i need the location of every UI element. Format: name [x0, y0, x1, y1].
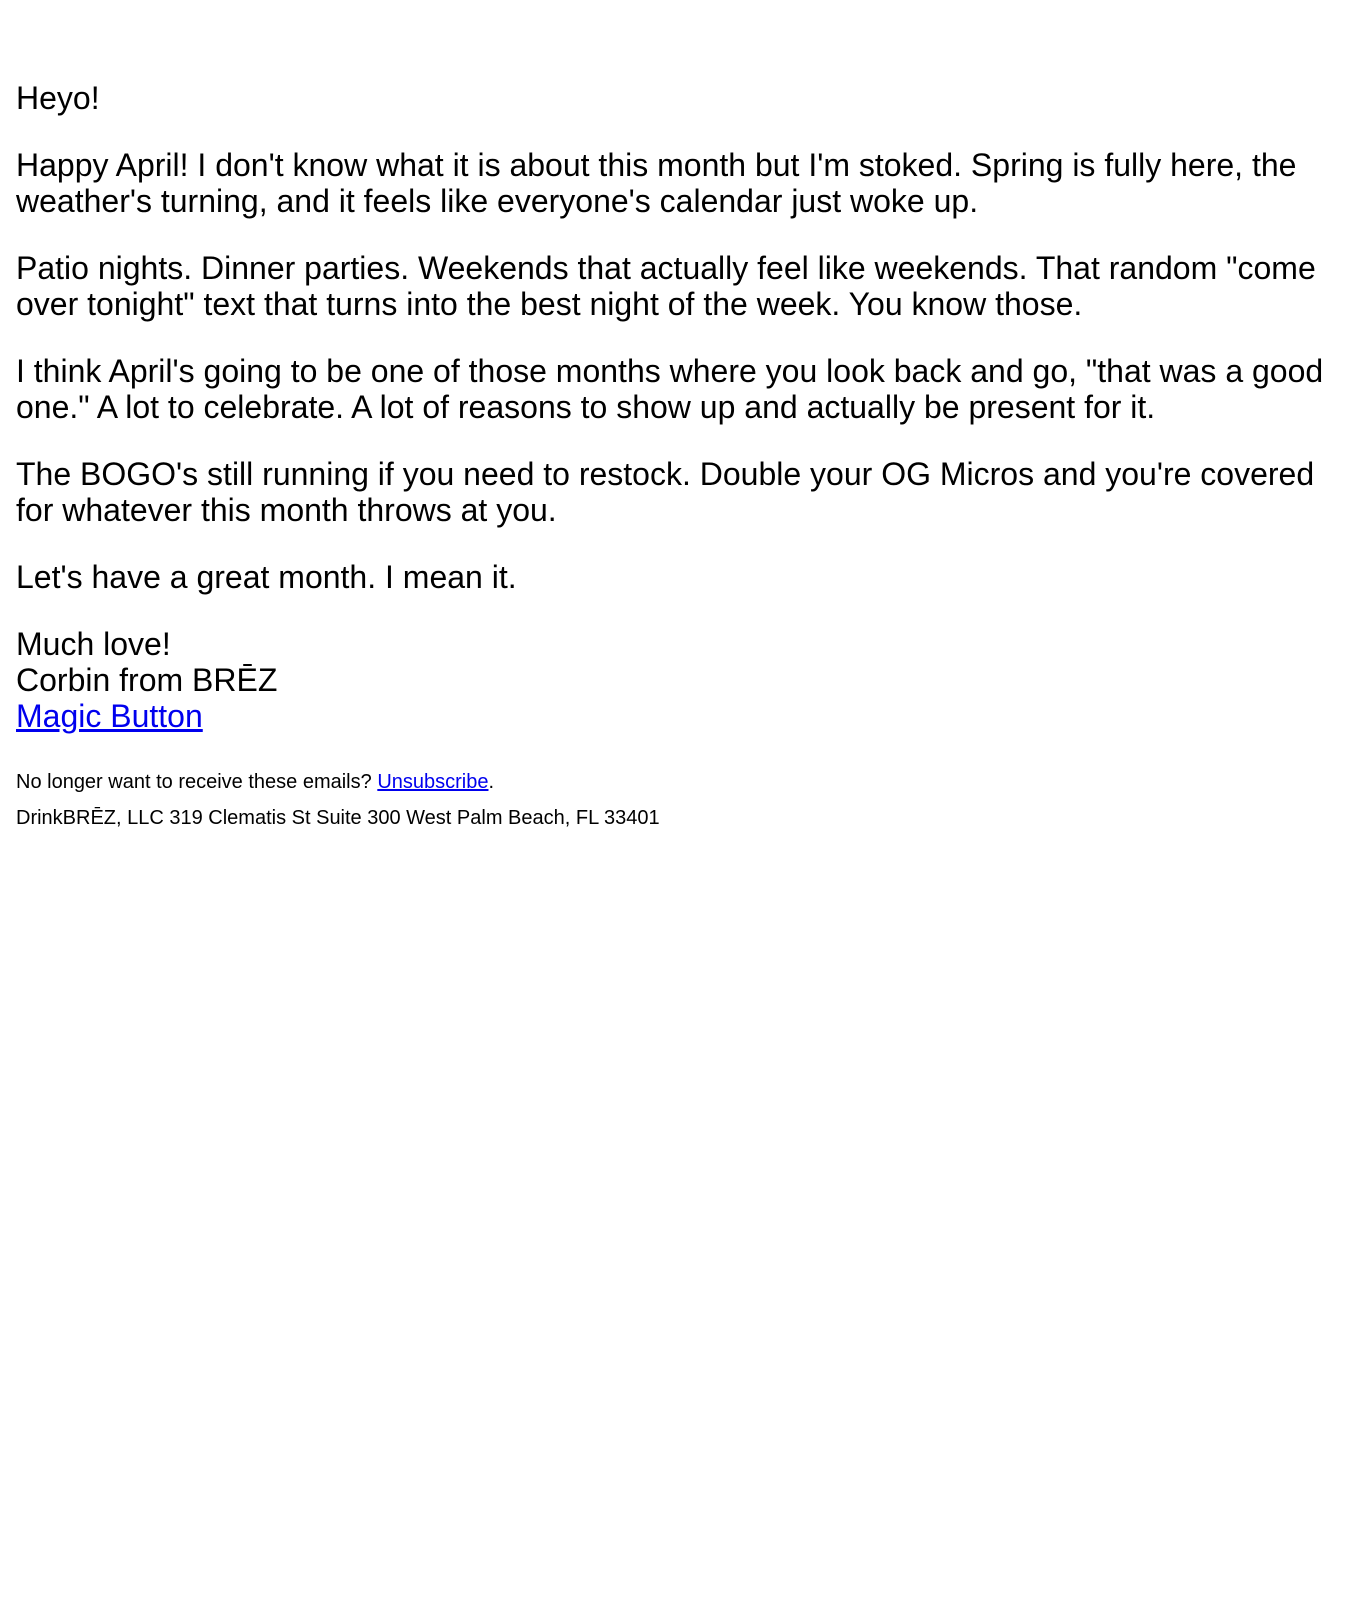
- company-address: DrinkBRĒZ, LLC 319 Clematis St Suite 300 West Palm Beach, FL 33401: [16, 807, 660, 829]
- unsubscribe-link[interactable]: Unsubscribe: [377, 771, 489, 793]
- paragraph-bogo: The BOGO's still running if you need to restock. Double your OG Micros and you're covered for whatever this month throws at you.: [16, 456, 1315, 528]
- paragraph-patio-nights: Patio nights. Dinner parties. Weekends that actually feel like weekends. That random "come over tonight" text that turns into the best night of the week. You know those.: [16, 250, 1316, 322]
- unsubscribe-line: [16, 770, 1346, 794]
- email-content: [16, 80, 1346, 734]
- unsubscribe-suffix: .: [488, 771, 495, 793]
- signature-line: Corbin from BRĒZ: [16, 662, 278, 698]
- greeting: Heyo!: [16, 80, 100, 116]
- magic-button-link[interactable]: Magic Button: [16, 698, 203, 734]
- signoff: [16, 626, 1346, 734]
- paragraph-april-months: I think April's going to be one of those months where you look back and go, "that was a good one." A lot to celebrate. A lot of reasons to show up and actually be present for it.: [16, 353, 1324, 425]
- paragraph-great-month: Let's have a great month. I mean it.: [16, 559, 517, 595]
- unsubscribe-prompt: No longer want to receive these emails?: [16, 771, 372, 793]
- paragraph-happy-april: Happy April! I don't know what it is about this month but I'm stoked. Spring is fully here, the weather's turning, and it feels like everyone's calendar just woke up.: [16, 147, 1297, 219]
- email-body: [16, 80, 1346, 842]
- email-footer: [16, 770, 1346, 830]
- closing-line: Much love!: [16, 626, 171, 662]
